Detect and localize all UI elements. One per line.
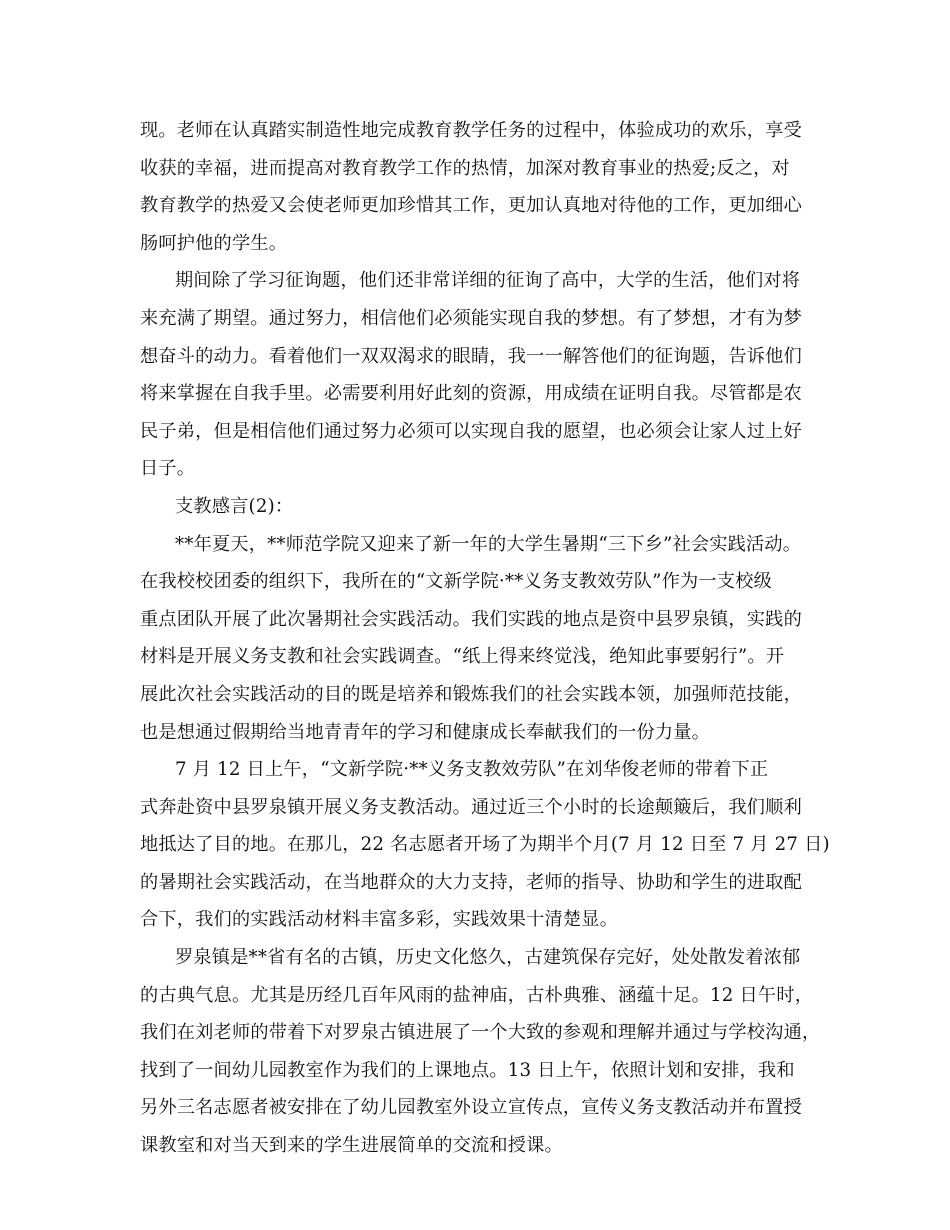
paragraph-line: 找到了一间幼儿园教室作为我们的上课地点。13 日上午，依照计划和安排，我和	[140, 1059, 795, 1081]
paragraph-line: 日子。	[140, 458, 196, 480]
paragraph-line: 收获的幸福，进而提高对教育教学工作的热情，加深对教育事业的热爱;反之，对	[140, 157, 790, 179]
paragraph-line: 地抵达了目的地。在那儿，22 名志愿者开场了为期半个月(7 月 12 日至 7 月 27 日)	[140, 834, 830, 856]
paragraph-line: 也是想通过假期给当地青青年的学习和健康成长奉献我们的一份力量。	[140, 721, 711, 743]
paragraph-line: 将来掌握在自我手里。必需要利用好此刻的资源，用成绩在证明自我。尽管都是农	[140, 383, 802, 405]
paragraph-1	[140, 112, 820, 262]
paragraph-2	[140, 262, 820, 488]
paragraph-line: 我们在刘老师的带着下对罗泉古镇进展了一个大致的参观和理解并通过与学校沟通，	[140, 1022, 821, 1044]
paragraph-line: **年夏天，**师范学院又迎来了新一年的大学生暑期“三下乡”社会实践活动。	[175, 533, 802, 555]
section-heading-text: 支教感言(2)：	[175, 495, 294, 517]
paragraph-3	[140, 526, 820, 752]
paragraph-4	[140, 751, 830, 939]
paragraph-line: 合下，我们的实践活动材料丰富多彩，实践效果十清楚显。	[140, 909, 619, 931]
paragraph-line: 期间除了学习征询题，他们还非常详细的征询了高中，大学的生活，他们对将	[175, 270, 801, 292]
paragraph-line: 民子弟，但是相信他们通过努力必须可以实现自我的愿望，也必须会让家人过上好	[140, 420, 802, 442]
paragraph-line: 罗泉镇是**省有名的古镇，历史文化悠久，古建筑保存完好，处处散发着浓郁	[175, 947, 801, 969]
document-page	[140, 112, 830, 1165]
paragraph-line: 肠呵护他的学生。	[140, 232, 288, 254]
paragraph-line: 展此次社会实践活动的目的既是培养和锻炼我们的社会实践本领，加强师范技能，	[140, 683, 802, 705]
paragraph-line: 另外三名志愿者被安排在了幼儿园教室外设立宣传点，宣传义务支教活动并布置授	[140, 1097, 802, 1119]
paragraph-line: 式奔赴资中县罗泉镇开展义务支教活动。通过近三个小时的长途颠簸后，我们顺利	[140, 796, 802, 818]
paragraph-line: 来充满了期望。通过努力，相信他们必须能实现自我的梦想。有了梦想，才有为梦	[140, 307, 802, 329]
paragraph-line: 教育教学的热爱又会使老师更加珍惜其工作，更加认真地对待他的工作，更加细心	[140, 195, 802, 217]
paragraph-line: 7 月 12 日上午，“文新学院·**义务支教效劳队”在刘华俊老师的带着下正	[175, 759, 769, 781]
paragraph-5	[140, 939, 820, 1165]
paragraph-line: 重点团队开展了此次暑期社会实践活动。我们实践的地点是资中县罗泉镇，实践的	[140, 608, 802, 630]
paragraph-line: 在我校校团委的组织下，我所在的“文新学院·**义务支教效劳队”作为一支校级	[140, 571, 772, 593]
paragraph-line: 材料是开展义务支教和社会实践调查。“纸上得来终觉浅，绝知此事要躬行”。开	[140, 646, 785, 668]
section-heading	[140, 488, 820, 526]
paragraph-line: 想奋斗的动力。看着他们一双双渴求的眼睛，我一一解答他们的征询题，告诉他们	[140, 345, 802, 367]
paragraph-line: 的暑期社会实践活动，在当地群众的大力支持，老师的指导、协助和学生的进取配	[140, 871, 802, 893]
paragraph-line: 现。老师在认真踏实制造性地完成教育教学任务的过程中，体验成功的欢乐，享受	[140, 120, 802, 141]
paragraph-line: 课教室和对当天到来的学生进展简单的交流和授课。	[140, 1135, 563, 1157]
paragraph-line: 的古典气息。尤其是历经几百年风雨的盐神庙，古朴典雅、涵蕴十足。12 日午时，	[140, 984, 814, 1006]
